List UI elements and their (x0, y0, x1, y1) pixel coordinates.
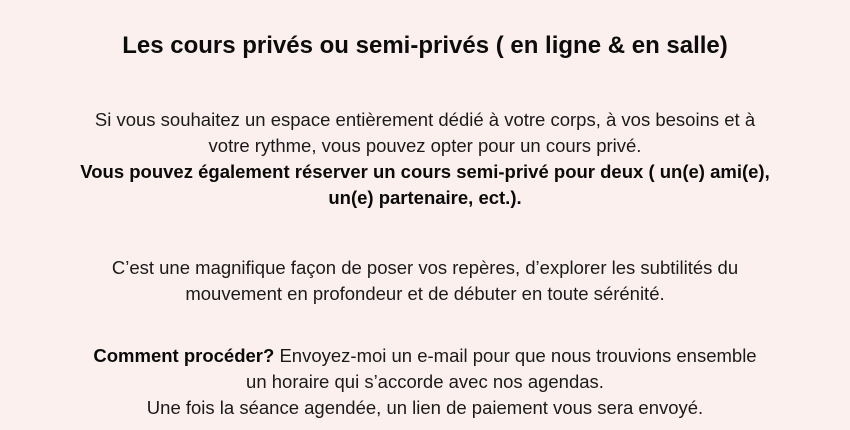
benefits-line-1: C’est une magnifique façon de poser vos repères, d’explorer les subtilités du (111, 257, 739, 278)
procedure-line-2: un horaire qui s’accorde avec nos agendas. (246, 371, 604, 392)
benefits-line-2: mouvement en profondeur et de débuter en toute sérénité. (185, 283, 665, 304)
procedure-line-3: Une fois la séance agendée, un lien de paiement vous sera envoyé. (146, 397, 704, 418)
intro-line-1: Si vous souhaitez un espace entièrement dédié à votre corps, à vos besoins et à (94, 109, 756, 130)
benefits-paragraph (0, 255, 850, 307)
intro-paragraph (0, 107, 850, 211)
procedure-paragraph (0, 343, 850, 421)
semi-private-line-1: Vous pouvez également réserver un cours semi-privé pour deux ( un(e) ami(e), (80, 161, 770, 182)
page-title: Les cours privés ou semi-privés ( en ligne & en salle) (122, 32, 728, 59)
procedure-lead: Comment procéder? (93, 345, 275, 366)
intro-line-2: votre rythme, vous pouvez opter pour un cours privé. (208, 135, 642, 156)
procedure-line-1-text: Envoyez-moi un e-mail pour que nous trouvions ensemble (274, 345, 757, 366)
semi-private-line-2: un(e) partenaire, ect.). (328, 187, 522, 208)
procedure-line-1 (0, 343, 850, 369)
